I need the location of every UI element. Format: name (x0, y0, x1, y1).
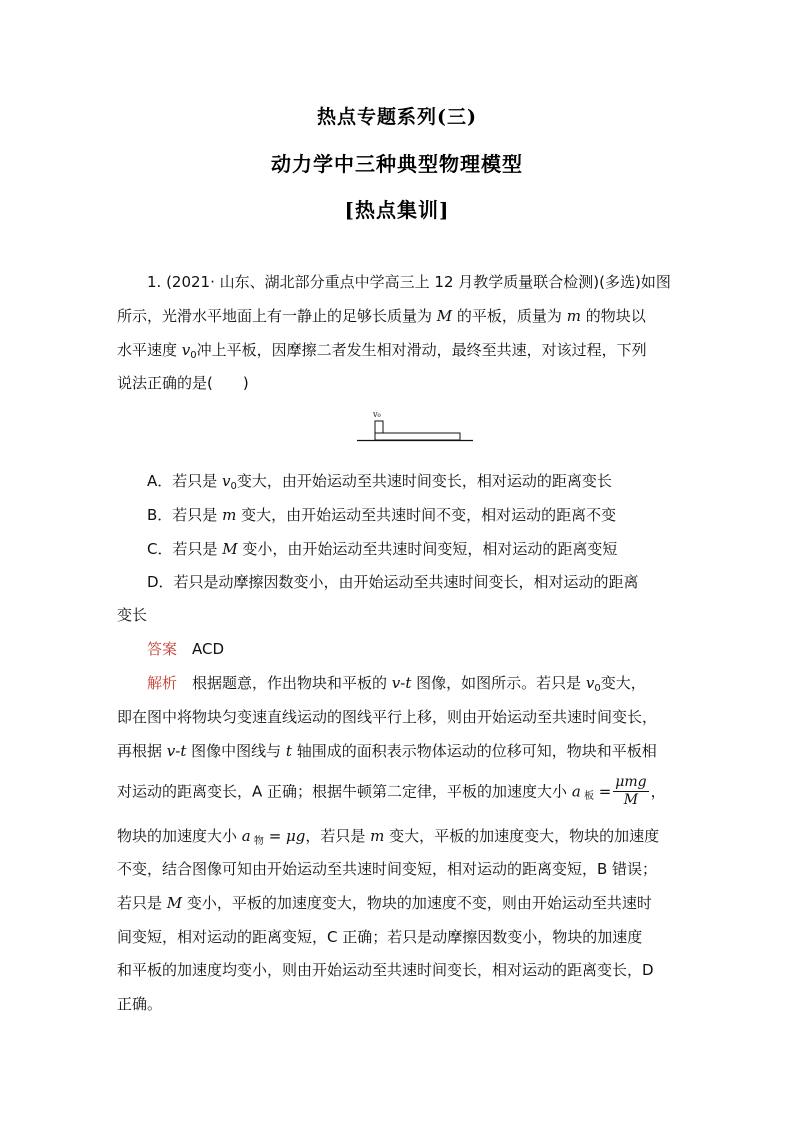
question-line-1: 1. (2021· 山东、湖北部分重点中学高三上 12 月教学质量联合检测)(多选)如图 (147, 273, 671, 291)
block (375, 421, 383, 433)
analysis-line-2: 即在图中将物块匀变速直线运动的图线平行上移，则由开始运动至共速时间变长， (117, 708, 658, 726)
question-line-3: 水平速度 $v_0$冲上平板，因摩擦二者发生相对滑动，最终至共速，对该过程，下列 (117, 341, 647, 361)
option-a: A．若只是 $v_0$变大，由开始运动至共速时间变长，相对运动的距离变长 (147, 472, 612, 492)
analysis-line-10: 正确。 (117, 995, 163, 1013)
option-d-line-2: 变长 (117, 606, 148, 624)
analysis-line-5: 物块的加速度大小 a $_物$ = μg，若只是 m 变大，平板的加速度变大，物块的加速度 (117, 827, 660, 847)
series-title: 热点专题系列(三) (317, 106, 477, 128)
analysis-line-1: 解析 根据题意，作出物块和平板的 v-t 图像，如图所示。若只是 $v_0$变大， (147, 674, 646, 694)
option-d-line-1: D．若只是动摩擦因数变小，由开始运动至共速时间变长，相对运动的距离 (147, 573, 639, 591)
analysis-line-8: 间变短，相对运动的距离变短，C 正确；若只是动摩擦因数变小，物块的加速度 (117, 928, 643, 946)
topic-title: 动力学中三种典型物理模型 (271, 152, 523, 176)
section-title: [热点集训] (344, 198, 450, 222)
option-c: C．若只是 M 变小，由开始运动至共速时间变短，相对运动的距离变短 (147, 540, 618, 558)
option-b: B．若只是 m 变大，由开始运动至共速时间不变，相对运动的距离不变 (147, 506, 617, 524)
analysis-line-7: 若只是 M 变小，平板的加速度变大，物块的加速度不变，则由开始运动至共速时 (117, 894, 652, 912)
analysis-line-4: 对运动的距离变长，A 正确；根据牛顿第二定律，平板的加速度大小 a $_板$ = $\frac{\text{μmg}}{M}$ ， (117, 774, 666, 808)
plank-acceleration-fraction: $\frac{\text{μmg}}{M}$ (615, 774, 647, 808)
analysis-label: 解析 (147, 674, 178, 692)
question-line-4: 说法正确的是( ) (117, 374, 249, 392)
analysis-line-6: 不变，结合图像可知由开始运动至共速时间变短，相对运动的距离变短，B 错误； (117, 860, 658, 878)
plank (375, 433, 460, 440)
analysis-line-9: 和平板的加速度均变小，则由开始运动至共速时间变长，相对运动的距离变长，D (117, 961, 654, 979)
answer-label: 答案 (147, 640, 178, 658)
answer-line (147, 639, 224, 659)
analysis-line-3: 再根据 v-t 图像中图线与 t 轴围成的面积表示物体运动的位移可知，物块和平板相 (117, 742, 657, 760)
block-on-plank-figure (355, 408, 475, 448)
question-line-2: 所示，光滑水平地面上有一静止的足够长质量为 M 的平板，质量为 m 的物块以 (117, 307, 646, 325)
answer-value: ACD (192, 640, 225, 658)
v0-label: v₀ (373, 410, 381, 419)
